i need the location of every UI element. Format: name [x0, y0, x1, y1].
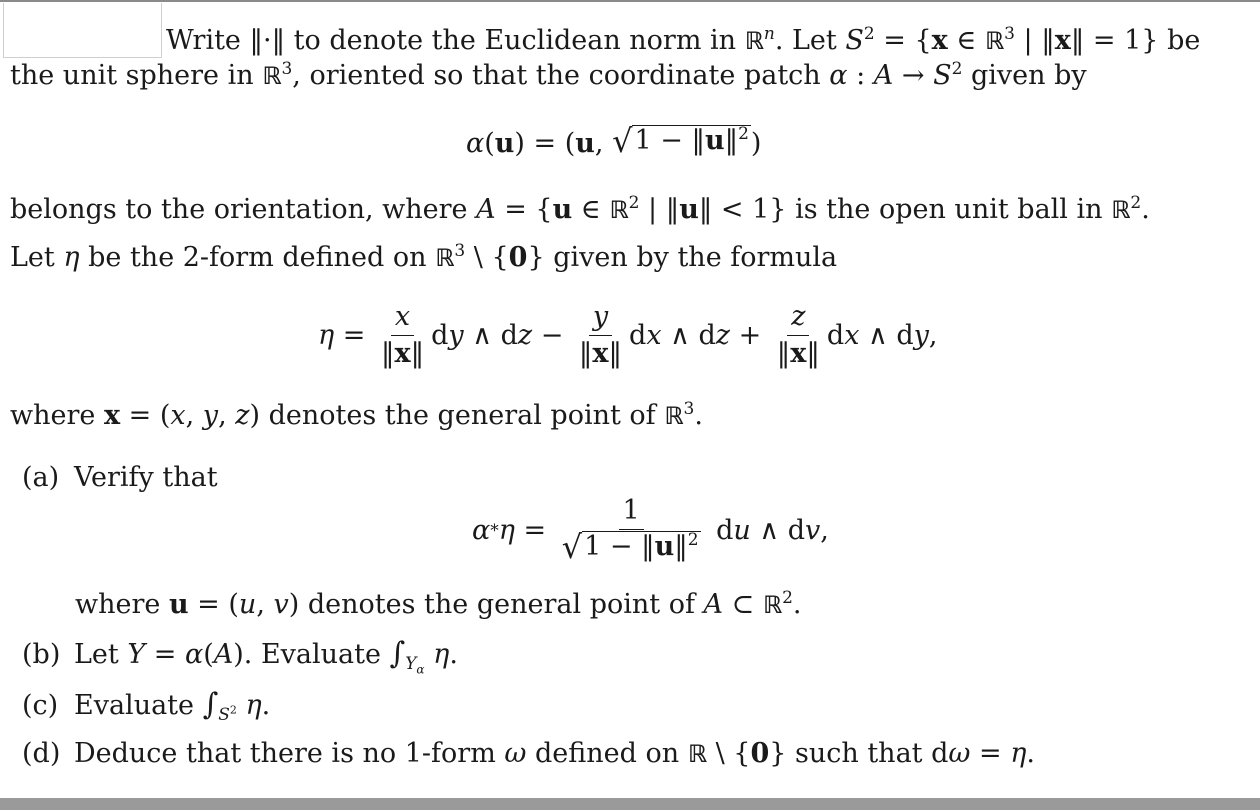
- intro-line-4: Let η be the 2-form defined on ℝ$^3$ \ {0} given by the formula: [10, 241, 838, 273]
- intro-line-2: the unit sphere in ℝ$^3$, oriented so that the coordinate patch α : $A \to S^2$ given by: [10, 59, 1087, 91]
- top-border: [0, 0, 1260, 2]
- part-c-label: (c): [22, 690, 59, 721]
- part-a: [22, 462, 218, 494]
- part-b: (b) Let Y = α(A). Evaluate $\int_{Y_\alpha}$ η.: [22, 636, 458, 677]
- part-a-label: (a): [22, 462, 60, 493]
- part-d-label: (d): [22, 738, 61, 769]
- blank-box: [3, 3, 162, 58]
- intro-line-5: where x = (x, y, z) denotes the general point of ℝ$^3$.: [10, 399, 703, 431]
- intro-line-3: belongs to the orientation, where A = {u ∈ ℝ$^2$ | ‖u‖ < 1} is the open unit ball in ℝ$^2$.: [10, 193, 1150, 225]
- part-c: (c) Evaluate $\int_{S^2}$ η.: [22, 687, 271, 726]
- equation-alpha: α(u) = (u, √ 1 − ‖u‖$^2$ ): [466, 122, 762, 160]
- part-a-text: Verify that: [74, 462, 218, 493]
- equation-pullback: α * η = 1 √ 1 − ‖u‖$^2$ du ∧ dv,: [472, 495, 829, 566]
- intro-line-1: Write ‖·‖ to denote the Euclidean norm in ℝ$^n$. Let $S^2 = \{x$ ∈ ℝ$^3$ | ‖x‖ = 1} be: [166, 24, 1201, 56]
- part-d: (d) Deduce that there is no 1-form ω defined on ℝ \ {0} such that dω = η.: [22, 738, 1035, 769]
- equation-eta: η = $\frac{x}{‖x‖}$ dy ∧ dz − $\frac{y}{‖x‖}$ dx ∧ dz + $\frac{z}{‖x‖}$ dx ∧ dy,: [318, 301, 938, 369]
- part-b-label: (b): [22, 639, 61, 670]
- bottom-band: [0, 798, 1260, 810]
- part-a-where: where u = (u, v) denotes the general point of A ⊂ ℝ$^2$.: [75, 588, 802, 620]
